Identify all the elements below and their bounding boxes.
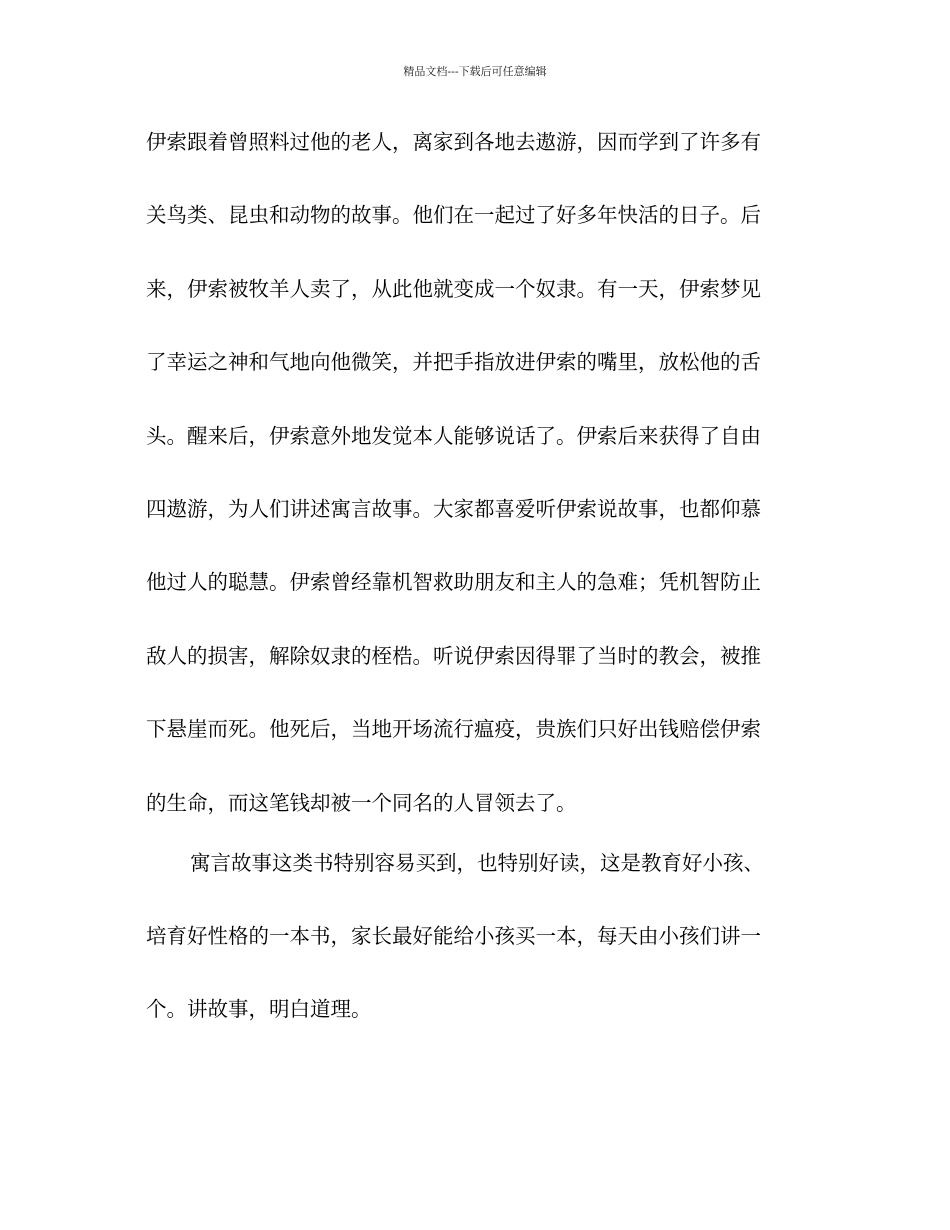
paragraph-line: 的生命，而这笔钱却被一个同名的人冒领去了。 xyxy=(146,790,577,815)
paragraph-line: 关鸟类、昆虫和动物的故事。他们在一起过了好多年快活的日子。后 xyxy=(146,203,761,228)
paragraph-line: 个。讲故事，明白道理。 xyxy=(146,997,372,1022)
paragraph-line: 四遨游，为人们讲述寓言故事。大家都喜爱听伊索说故事，也都仰慕 xyxy=(146,496,761,521)
paragraph-line: 头。醒来后，伊索意外地发觉本人能够说话了。伊索后来获得了自由 xyxy=(146,423,761,448)
paragraph-line: 下悬崖而死。他死后，当地开场流行瘟疫，贵族们只好出钱赔偿伊索 xyxy=(146,717,761,742)
paragraph-line: 他过人的聪慧。伊索曾经靠机智救助朋友和主人的急难；凭机智防止 xyxy=(146,570,761,595)
paragraph-line: 来，伊索被牧羊人卖了，从此他就变成一个奴隶。有一天，伊索梦见 xyxy=(146,276,761,301)
paragraph-line: 培育好性格的一本书，家长最好能给小孩买一本，每天由小孩们讲一 xyxy=(146,923,761,948)
paragraph-line: 伊索跟着曾照料过他的老人，离家到各地去遨游，因而学到了许多有 xyxy=(146,130,761,154)
paragraph-line: 敌人的损害，解除奴隶的桎梏。听说伊索因得罪了当时的教会，被推 xyxy=(146,643,761,668)
paragraph-line: 寓言故事这类书特别容易买到，也特别好读，这是教育好小孩、 xyxy=(190,850,764,875)
page-header: 精品文档---下载后可任意编辑 xyxy=(403,65,547,78)
paragraph-line: 了幸运之神和气地向他微笑，并把手指放进伊索的嘴里，放松他的舌 xyxy=(146,350,761,375)
document-body xyxy=(146,118,806,1059)
